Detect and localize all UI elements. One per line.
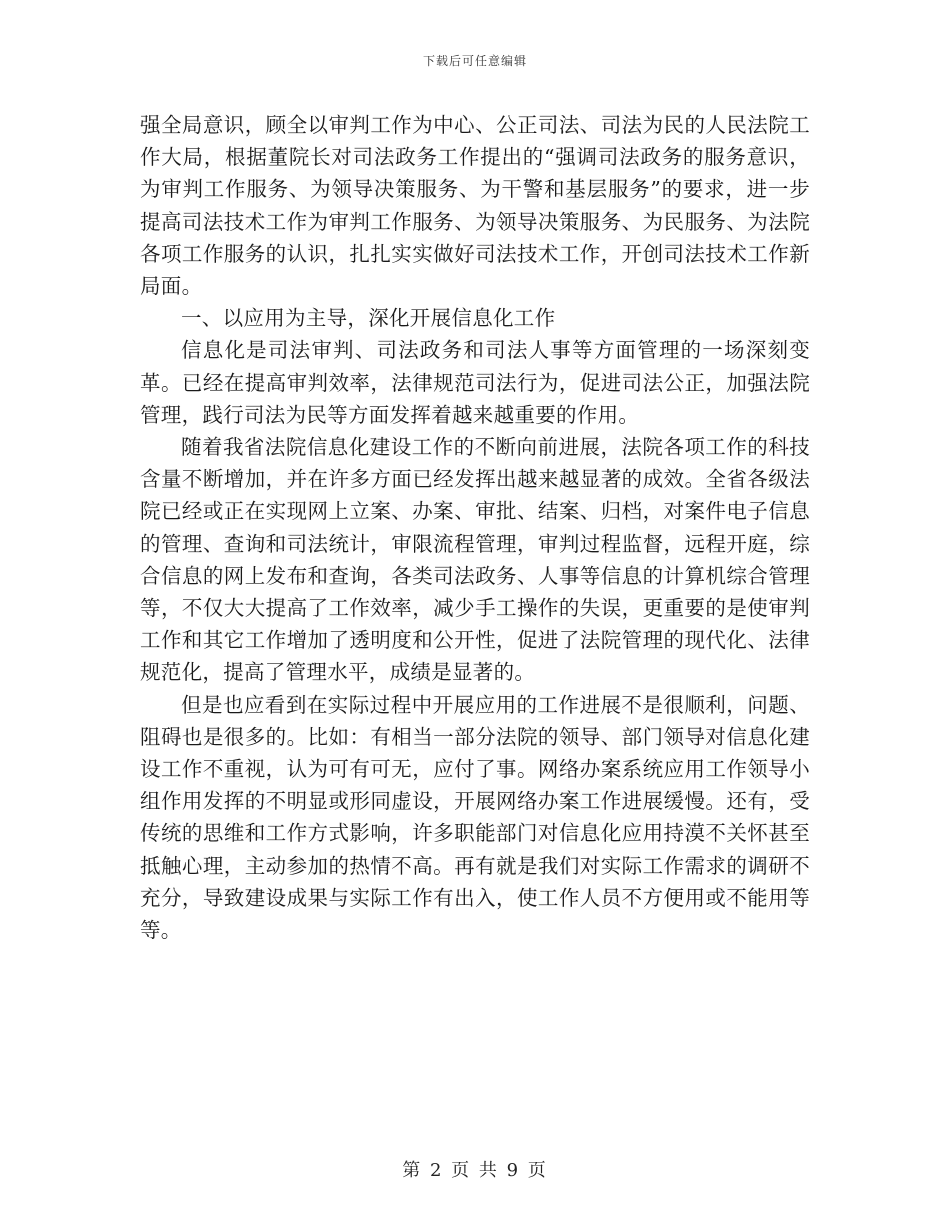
footer-middle: 页 共 <box>451 1160 499 1181</box>
footer-suffix: 页 <box>527 1160 548 1181</box>
document-body <box>140 109 810 946</box>
total-pages-number: 9 <box>506 1160 521 1181</box>
page-header: 下载后可任意编辑 <box>422 54 527 68</box>
page-footer <box>0 1156 950 1182</box>
footer-prefix: 第 <box>402 1160 423 1181</box>
paragraph: 信息化是司法审判、司法政务和司法人事等方面管理的一场深刻变革。已经在提高审判效率，法律规范司法行为，促进司法公正，加强法院管理，践行司法为民等方面发挥着越来越重要的作用。 <box>140 338 810 427</box>
paragraph: 随着我省法院信息化建设工作的不断向前进展，法院各项工作的科技含量不断增加，并在许多方面已经发挥出越来越显著的成效。全省各级法院已经或正在实现网上立案、办案、审批、结案、归档，对案件电子信息的管理、查询和司法统计，审限流程管理，审判过程监督，远程开庭，综合信息的网上发布和查询，各类司法政务、人事等信息的计算机综合管理等，不仅大大提高了工作效率，减少手工操作的失误，更重要的是使审判工作和其它工作增加了透明度和公开性，促进了法院管理的现代化、法律规范化，提高了管理水平，成绩是显著的。 <box>140 435 810 685</box>
paragraph: 强全局意识，顾全以审判工作为中心、公正司法、司法为民的人民法院工作大局，根据董院长对司法政务工作提出的“强调司法政务的服务意识，为审判工作服务、为领导决策服务、为干警和基层服务”的要求，进一步提高司法技术工作为审判工作服务、为领导决策服务、为民服务、为法院各项工作服务的认识，扎扎实实做好司法技术工作，开创司法技术工作新局面。 <box>140 113 810 299</box>
current-page-number: 2 <box>429 1160 444 1181</box>
section-heading: 一、以应用为主导，深化开展信息化工作 <box>181 306 556 331</box>
paragraph: 但是也应看到在实际过程中开展应用的工作进展不是很顺利，问题、阻碍也是很多的。比如：有相当一部分法院的领导、部门领导对信息化建设工作不重视，认为可有可无，应付了事。网络办案系统应用工作领导小组作用发挥的不明显或形同虚设，开展网络办案工作进展缓慢。还有，受传统的思维和工作方式影响，许多职能部门对信息化应用持漠不关怀甚至抵触心理，主动参加的热情不高。再有就是我们对实际工作需求的调研不充分，导致建设成果与实际工作有出入，使工作人员不方便用或不能用等等。 <box>140 692 810 943</box>
